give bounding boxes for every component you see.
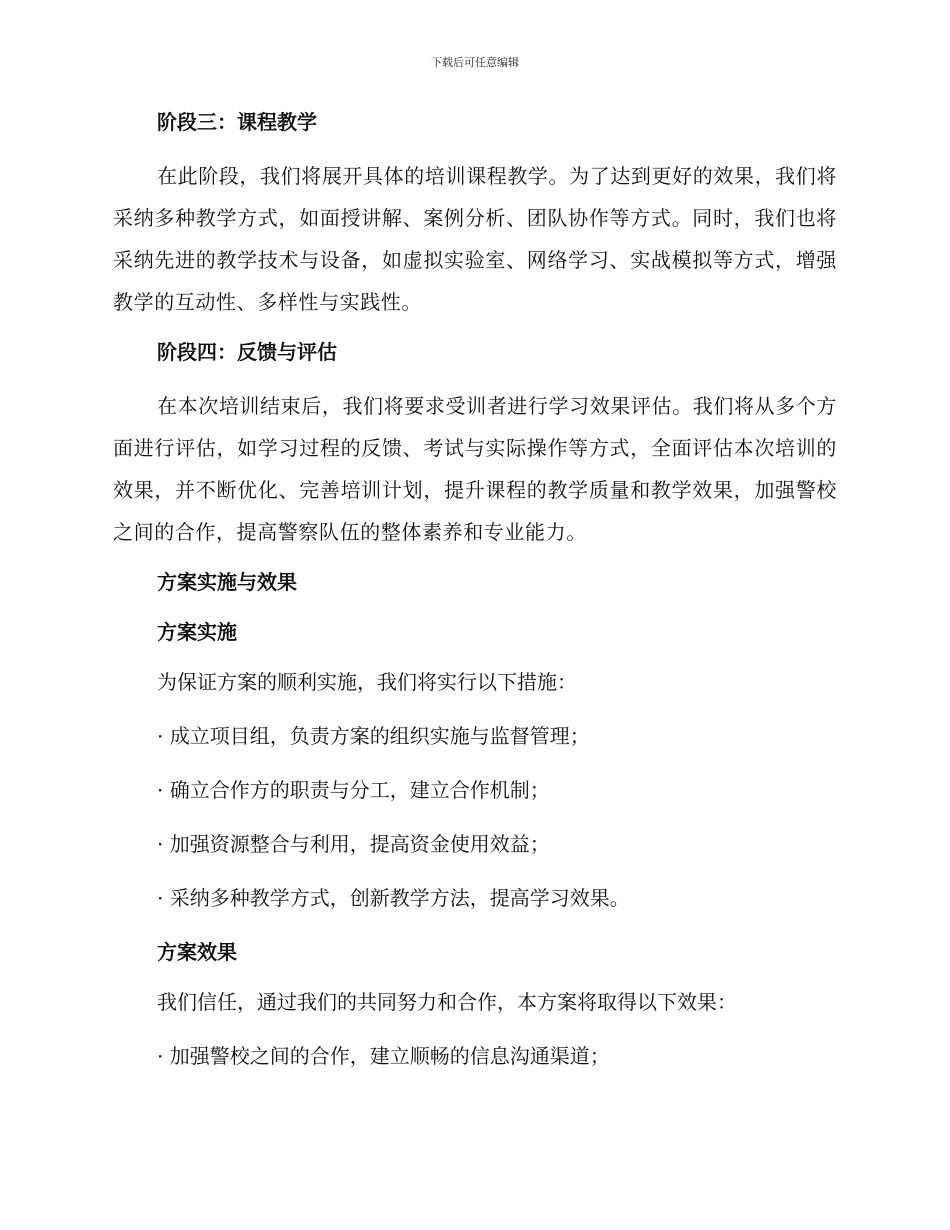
list-item: · 加强警校之间的合作，建立顺畅的信息沟通渠道； [157,1044,610,1068]
list-item: · 采纳多种教学方式，创新教学方法，提高学习效果。 [157,886,630,910]
page-header: 下载后可任意编辑 [431,56,519,69]
stage3-paragraph: 在此阶段，我们将展开具体的培训课程教学。为了达到更好的效果，我们将采纳多种教学方式，如面授讲解、案例分析、团队协作等方式。同时，我们也将采纳先进的教学技术与设备，如虚拟实验室、网络学习、实战模拟等方式，增强教学的互动性、多样性与实践性。 [113,164,837,314]
list-item: · 加强资源整合与利用，提高资金使用效益； [157,832,550,856]
implementation-effect-heading: 方案实施与效果 [157,570,297,594]
effect-heading: 方案效果 [157,940,237,964]
implementation-intro: 为保证方案的顺利实施，我们将实行以下措施： [157,670,577,694]
stage4-heading: 阶段四：反馈与评估 [157,340,337,364]
list-item: · 确立合作方的职责与分工，建立合作机制； [157,778,550,802]
effect-intro: 我们信任，通过我们的共同努力和合作，本方案将取得以下效果： [157,990,737,1014]
implementation-heading: 方案实施 [157,620,237,644]
stage4-paragraph: 在本次培训结束后，我们将要求受训者进行学习效果评估。我们将从多个方面进行评估，如学习过程的反馈、考试与实际操作等方式，全面评估本次培训的效果，并不断优化、完善培训计划，提升课程的教学质量和教学效果，加强警校之间的合作，提高警察队伍的整体素养和专业能力。 [113,394,837,544]
stage3-heading: 阶段三：课程教学 [157,110,317,134]
document-body [113,105,837,1093]
list-item: · 成立项目组，负责方案的组织实施与监督管理； [157,724,590,748]
